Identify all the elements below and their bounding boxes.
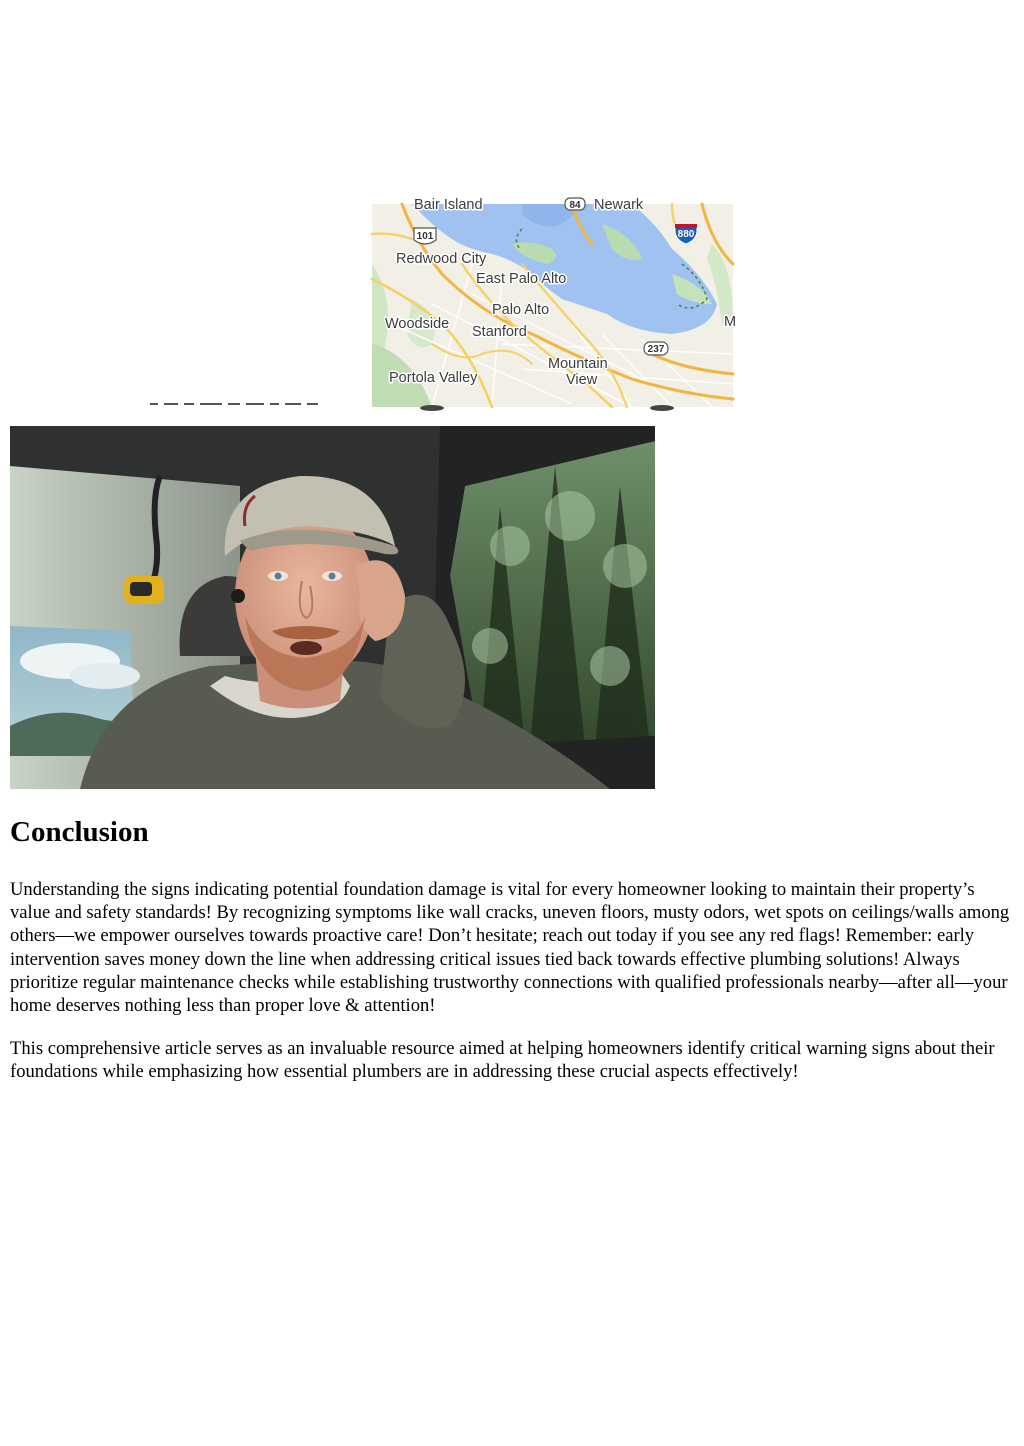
map-label-woodside: Woodside xyxy=(385,316,450,332)
map-label-view: View xyxy=(566,372,598,388)
map-label-bair-island: Bair Island xyxy=(414,197,483,213)
route-237-shield xyxy=(644,342,668,355)
map-embed[interactable] xyxy=(372,197,737,407)
map-label-redwood-city: Redwood City xyxy=(396,251,487,267)
clipped-caption-line xyxy=(150,403,370,407)
svg-text:101: 101 xyxy=(416,231,434,242)
conclusion-paragraph-2: This comprehensive article serves as an invaluable resource aimed at helping homeowners identify critical warning signs about their foundations while emphasizing how essential plumbers are in addressing these crucial aspects effectively! xyxy=(10,1038,995,1083)
svg-text:237: 237 xyxy=(647,344,665,355)
conclusion-heading: Conclusion xyxy=(10,816,149,848)
svg-text:84: 84 xyxy=(569,200,581,211)
map-label-edge: M xyxy=(724,314,737,330)
video-thumbnail[interactable] xyxy=(10,426,655,789)
map-label-newark: Newark xyxy=(594,197,644,213)
svg-text:880: 880 xyxy=(677,229,695,240)
map-label-east-palo-alto: East Palo Alto xyxy=(476,271,567,287)
map-label-palo-alto: Palo Alto xyxy=(492,302,550,318)
video-frame-image xyxy=(10,426,655,789)
map-label-portola-valley: Portola Valley xyxy=(389,370,478,386)
map-canvas xyxy=(372,197,737,407)
conclusion-paragraph-1: Understanding the signs indicating potential foundation damage is vital for every homeowner looking to maintain their property’s value and safety standards! By recognizing symptoms like wall cracks, uneven floors, musty odors, wet spots on ceilings/walls among others—we empower ourselves towards proactive care! Don’t hesitate; reach out today if you see any red flags! Remember: early intervention saves money down the line when addressing critical issues tied back towards effective plumbing solutions! Always prioritize regular maintenance checks while establishing trustworthy connections with qualified professionals nearby—after all—your home deserves nothing less than proper love & attention! xyxy=(10,879,1010,1017)
route-84-shield xyxy=(565,198,585,211)
route-101-shield xyxy=(414,228,436,244)
map-label-mountain: Mountain xyxy=(548,356,608,372)
map-label-stanford: Stanford xyxy=(472,324,527,340)
article-body xyxy=(10,812,1014,1104)
